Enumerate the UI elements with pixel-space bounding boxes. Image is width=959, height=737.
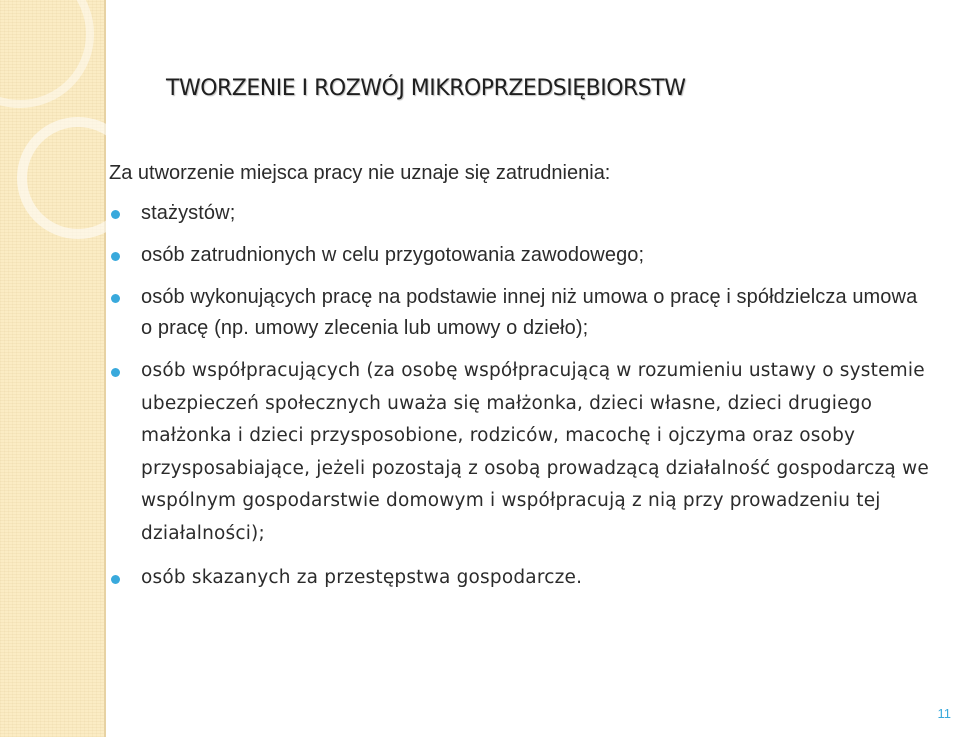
list-item <box>109 282 929 344</box>
list-item <box>109 562 929 595</box>
bullet-icon <box>111 252 120 261</box>
slide-title: TWORZENIE I ROZWÓJ MIKROPRZEDSIĘBIORSTW <box>166 76 686 101</box>
bullet-list <box>109 198 929 605</box>
list-item-text: osób wykonujących pracę na podstawie innej niż umowa o pracę i spółdzielcza umowa o pracę (np. umowy zlecenia lub umowy o dzieło); <box>141 286 918 339</box>
bullet-icon <box>111 575 120 584</box>
page-number: 11 <box>937 706 951 721</box>
list-item <box>109 355 929 551</box>
bullet-icon <box>111 294 120 303</box>
bullet-icon <box>111 368 120 377</box>
bullet-icon <box>111 210 120 219</box>
intro-text: Za utworzenie miejsca pracy nie uznaje się zatrudnienia: <box>109 162 611 184</box>
list-item-text: osób zatrudnionych w celu przygotowania zawodowego; <box>141 244 645 266</box>
list-item <box>109 198 929 229</box>
list-item-text: osób współpracujących (za osobę współpracującą w rozumieniu ustawy o systemie ubezpieczeń społecznych uważa się małżonka, dzieci własne, dzieci drugiego małżonka i dzieci przysposobione, rodziców, macochę i ojczyma oraz osoby przysposabiające, jeżeli pozostają z osobą prowadzącą działalność gospodarczą we wspólnym gospodarstwie domowym i współpracują z nią przy prowadzeniu tej działalności); <box>141 360 929 544</box>
list-item-text: stażystów; <box>141 202 236 224</box>
list-item <box>109 240 929 271</box>
list-item-text: osób skazanych za przestępstwa gospodarcze. <box>141 566 583 588</box>
